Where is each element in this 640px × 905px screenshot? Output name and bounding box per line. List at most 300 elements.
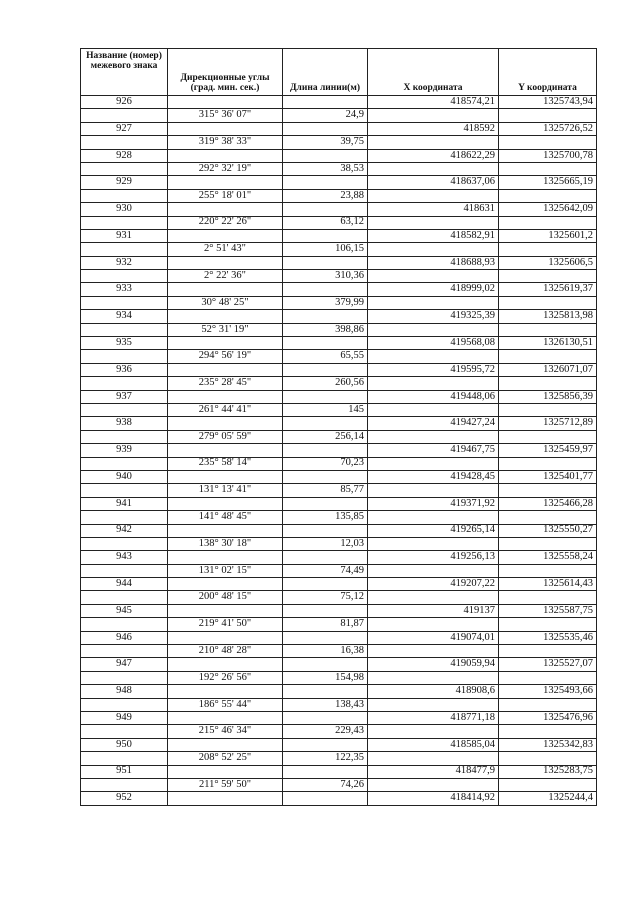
x-coordinate-cell: 418574,21 <box>368 96 499 109</box>
empty-cell <box>81 698 168 711</box>
x-coordinate-cell: 418999,02 <box>368 283 499 296</box>
segment-row <box>81 698 597 711</box>
empty-cell <box>283 604 368 617</box>
point-row <box>81 149 597 162</box>
segment-row <box>81 323 597 336</box>
point-name-cell: 926 <box>81 96 168 109</box>
empty-cell <box>168 497 283 510</box>
empty-cell <box>168 229 283 242</box>
x-coordinate-cell: 419467,75 <box>368 444 499 457</box>
x-coordinate-cell: 419428,45 <box>368 470 499 483</box>
header-x-coordinate: X координата <box>368 49 499 96</box>
point-name-cell: 940 <box>81 470 168 483</box>
direction-angle-cell: 186° 55' 44" <box>168 698 283 711</box>
empty-cell <box>168 604 283 617</box>
empty-cell <box>283 658 368 671</box>
point-row <box>81 792 597 805</box>
point-row <box>81 283 597 296</box>
y-coordinate-cell: 1325283,75 <box>499 765 597 778</box>
line-length-cell: 70,23 <box>283 457 368 470</box>
empty-cell <box>368 591 499 604</box>
empty-cell <box>499 377 597 390</box>
point-name-cell: 941 <box>81 497 168 510</box>
empty-cell <box>368 350 499 363</box>
empty-cell <box>283 203 368 216</box>
point-row <box>81 390 597 403</box>
x-coordinate-cell: 418582,91 <box>368 229 499 242</box>
empty-cell <box>81 109 168 122</box>
point-row <box>81 738 597 751</box>
empty-cell <box>283 765 368 778</box>
point-row <box>81 96 597 109</box>
y-coordinate-cell: 1325642,09 <box>499 203 597 216</box>
direction-angle-cell: 235° 58' 14" <box>168 457 283 470</box>
y-coordinate-cell: 1325459,97 <box>499 444 597 457</box>
x-coordinate-cell: 418771,18 <box>368 711 499 724</box>
empty-cell <box>283 792 368 805</box>
x-coordinate-cell: 419207,22 <box>368 578 499 591</box>
empty-cell <box>168 283 283 296</box>
y-coordinate-cell: 1325619,37 <box>499 283 597 296</box>
y-coordinate-cell: 1325606,5 <box>499 256 597 269</box>
direction-angle-cell: 261° 44' 41" <box>168 403 283 416</box>
segment-row <box>81 270 597 283</box>
boundary-coordinates-table <box>80 48 597 806</box>
point-row <box>81 604 597 617</box>
direction-angle-cell: 192° 26' 56" <box>168 671 283 684</box>
y-coordinate-cell: 1326130,51 <box>499 337 597 350</box>
empty-cell <box>81 162 168 175</box>
empty-cell <box>168 96 283 109</box>
empty-cell <box>368 645 499 658</box>
point-name-cell: 944 <box>81 578 168 591</box>
x-coordinate-cell: 419137 <box>368 604 499 617</box>
empty-cell <box>283 578 368 591</box>
empty-cell <box>168 765 283 778</box>
y-coordinate-cell: 1326071,07 <box>499 363 597 376</box>
segment-row <box>81 109 597 122</box>
point-row <box>81 417 597 430</box>
empty-cell <box>368 671 499 684</box>
line-length-cell: 138,43 <box>283 698 368 711</box>
point-row <box>81 229 597 242</box>
direction-angle-cell: 210° 48' 28" <box>168 645 283 658</box>
empty-cell <box>499 511 597 524</box>
empty-cell <box>81 270 168 283</box>
y-coordinate-cell: 1325726,52 <box>499 122 597 135</box>
x-coordinate-cell: 419265,14 <box>368 524 499 537</box>
empty-cell <box>499 403 597 416</box>
y-coordinate-cell: 1325601,2 <box>499 229 597 242</box>
x-coordinate-cell: 418688,93 <box>368 256 499 269</box>
header-point-name: Название (номер) межевого знака <box>81 49 168 96</box>
empty-cell <box>368 296 499 309</box>
empty-cell <box>283 337 368 350</box>
empty-cell <box>499 645 597 658</box>
empty-cell <box>499 350 597 363</box>
segment-row <box>81 618 597 631</box>
point-name-cell: 936 <box>81 363 168 376</box>
x-coordinate-cell: 419568,08 <box>368 337 499 350</box>
empty-cell <box>368 243 499 256</box>
empty-cell <box>81 511 168 524</box>
segment-row <box>81 136 597 149</box>
point-name-cell: 935 <box>81 337 168 350</box>
empty-cell <box>368 136 499 149</box>
empty-cell <box>499 136 597 149</box>
segment-row <box>81 216 597 229</box>
direction-angle-cell: 279° 05' 59" <box>168 430 283 443</box>
empty-cell <box>81 618 168 631</box>
empty-cell <box>499 457 597 470</box>
x-coordinate-cell: 418622,29 <box>368 149 499 162</box>
empty-cell <box>283 631 368 644</box>
segment-row <box>81 162 597 175</box>
direction-angle-cell: 131° 13' 41" <box>168 484 283 497</box>
empty-cell <box>499 778 597 791</box>
empty-cell <box>368 270 499 283</box>
point-name-cell: 942 <box>81 524 168 537</box>
empty-cell <box>368 778 499 791</box>
segment-row <box>81 403 597 416</box>
direction-angle-cell: 138° 30' 18" <box>168 537 283 550</box>
empty-cell <box>168 149 283 162</box>
point-row <box>81 711 597 724</box>
point-row <box>81 470 597 483</box>
x-coordinate-cell: 419595,72 <box>368 363 499 376</box>
empty-cell <box>283 470 368 483</box>
point-name-cell: 933 <box>81 283 168 296</box>
empty-cell <box>368 216 499 229</box>
empty-cell <box>368 162 499 175</box>
line-length-cell: 379,99 <box>283 296 368 309</box>
point-row <box>81 256 597 269</box>
direction-angle-cell: 208° 52' 25" <box>168 752 283 765</box>
point-row <box>81 363 597 376</box>
point-row <box>81 497 597 510</box>
empty-cell <box>168 176 283 189</box>
empty-cell <box>283 497 368 510</box>
empty-cell <box>283 149 368 162</box>
empty-cell <box>368 725 499 738</box>
point-row <box>81 524 597 537</box>
segment-row <box>81 725 597 738</box>
empty-cell <box>283 390 368 403</box>
y-coordinate-cell: 1325466,28 <box>499 497 597 510</box>
direction-angle-cell: 2° 22' 36" <box>168 270 283 283</box>
direction-angle-cell: 319° 38' 33" <box>168 136 283 149</box>
point-name-cell: 934 <box>81 310 168 323</box>
empty-cell <box>81 296 168 309</box>
empty-cell <box>81 457 168 470</box>
point-name-cell: 932 <box>81 256 168 269</box>
line-length-cell: 81,87 <box>283 618 368 631</box>
empty-cell <box>283 96 368 109</box>
segment-row <box>81 457 597 470</box>
point-name-cell: 928 <box>81 149 168 162</box>
empty-cell <box>283 229 368 242</box>
empty-cell <box>368 109 499 122</box>
segment-row <box>81 752 597 765</box>
empty-cell <box>168 122 283 135</box>
empty-cell <box>81 591 168 604</box>
segment-row <box>81 484 597 497</box>
point-row <box>81 310 597 323</box>
y-coordinate-cell: 1325587,75 <box>499 604 597 617</box>
empty-cell <box>368 537 499 550</box>
line-length-cell: 260,56 <box>283 377 368 390</box>
line-length-cell: 16,38 <box>283 645 368 658</box>
x-coordinate-cell: 418592 <box>368 122 499 135</box>
direction-angle-cell: 52° 31' 19" <box>168 323 283 336</box>
empty-cell <box>368 377 499 390</box>
empty-cell <box>283 310 368 323</box>
segment-row <box>81 296 597 309</box>
empty-cell <box>283 685 368 698</box>
direction-angle-cell: 2° 51' 43" <box>168 243 283 256</box>
y-coordinate-cell: 1325550,27 <box>499 524 597 537</box>
empty-cell <box>81 564 168 577</box>
empty-cell <box>499 591 597 604</box>
x-coordinate-cell: 419427,24 <box>368 417 499 430</box>
line-length-cell: 122,35 <box>283 752 368 765</box>
table-body <box>81 96 597 806</box>
empty-cell <box>168 203 283 216</box>
empty-cell <box>81 484 168 497</box>
empty-cell <box>168 470 283 483</box>
direction-angle-cell: 235° 28' 45" <box>168 377 283 390</box>
empty-cell <box>168 417 283 430</box>
empty-cell <box>499 189 597 202</box>
y-coordinate-cell: 1325712,89 <box>499 417 597 430</box>
empty-cell <box>81 403 168 416</box>
point-name-cell: 950 <box>81 738 168 751</box>
empty-cell <box>283 256 368 269</box>
point-name-cell: 946 <box>81 631 168 644</box>
empty-cell <box>283 551 368 564</box>
empty-cell <box>499 564 597 577</box>
x-coordinate-cell: 419371,92 <box>368 497 499 510</box>
empty-cell <box>499 537 597 550</box>
point-row <box>81 765 597 778</box>
empty-cell <box>81 350 168 363</box>
empty-cell <box>283 363 368 376</box>
direction-angle-cell: 292° 32' 19" <box>168 162 283 175</box>
direction-angle-cell: 30° 48' 25" <box>168 296 283 309</box>
empty-cell <box>168 792 283 805</box>
empty-cell <box>168 658 283 671</box>
line-length-cell: 38,53 <box>283 162 368 175</box>
empty-cell <box>168 711 283 724</box>
empty-cell <box>81 430 168 443</box>
empty-cell <box>168 578 283 591</box>
empty-cell <box>168 551 283 564</box>
y-coordinate-cell: 1325614,43 <box>499 578 597 591</box>
empty-cell <box>168 337 283 350</box>
direction-angle-cell: 219° 41' 50" <box>168 618 283 631</box>
direction-angle-cell: 255° 18' 01" <box>168 189 283 202</box>
point-name-cell: 951 <box>81 765 168 778</box>
empty-cell <box>168 363 283 376</box>
empty-cell <box>368 323 499 336</box>
empty-cell <box>283 417 368 430</box>
point-row <box>81 578 597 591</box>
empty-cell <box>499 216 597 229</box>
empty-cell <box>168 444 283 457</box>
line-length-cell: 23,88 <box>283 189 368 202</box>
segment-row <box>81 671 597 684</box>
line-length-cell: 24,9 <box>283 109 368 122</box>
point-name-cell: 937 <box>81 390 168 403</box>
x-coordinate-cell: 418637,06 <box>368 176 499 189</box>
empty-cell <box>499 430 597 443</box>
empty-cell <box>81 189 168 202</box>
empty-cell <box>368 698 499 711</box>
point-name-cell: 943 <box>81 551 168 564</box>
point-name-cell: 952 <box>81 792 168 805</box>
empty-cell <box>81 216 168 229</box>
line-length-cell: 85,77 <box>283 484 368 497</box>
point-row <box>81 551 597 564</box>
empty-cell <box>81 377 168 390</box>
line-length-cell: 39,75 <box>283 136 368 149</box>
empty-cell <box>368 189 499 202</box>
empty-cell <box>81 645 168 658</box>
y-coordinate-cell: 1325476,96 <box>499 711 597 724</box>
segment-row <box>81 189 597 202</box>
segment-row <box>81 778 597 791</box>
x-coordinate-cell: 419256,13 <box>368 551 499 564</box>
direction-angle-cell: 211° 59' 50" <box>168 778 283 791</box>
empty-cell <box>368 457 499 470</box>
y-coordinate-cell: 1325493,66 <box>499 685 597 698</box>
y-coordinate-cell: 1325700,78 <box>499 149 597 162</box>
line-length-cell: 135,85 <box>283 511 368 524</box>
point-name-cell: 929 <box>81 176 168 189</box>
point-row <box>81 658 597 671</box>
x-coordinate-cell: 418631 <box>368 203 499 216</box>
header-line-length: Длина линии(м) <box>283 49 368 96</box>
y-coordinate-cell: 1325743,94 <box>499 96 597 109</box>
empty-cell <box>168 685 283 698</box>
direction-angle-cell: 200° 48' 15" <box>168 591 283 604</box>
empty-cell <box>81 752 168 765</box>
y-coordinate-cell: 1325558,24 <box>499 551 597 564</box>
empty-cell <box>368 403 499 416</box>
point-name-cell: 947 <box>81 658 168 671</box>
empty-cell <box>168 524 283 537</box>
empty-cell <box>81 725 168 738</box>
x-coordinate-cell: 419059,94 <box>368 658 499 671</box>
document-page <box>80 48 596 806</box>
empty-cell <box>168 310 283 323</box>
point-row <box>81 444 597 457</box>
x-coordinate-cell: 419448,06 <box>368 390 499 403</box>
y-coordinate-cell: 1325342,83 <box>499 738 597 751</box>
y-coordinate-cell: 1325813,98 <box>499 310 597 323</box>
point-row <box>81 685 597 698</box>
line-length-cell: 74,49 <box>283 564 368 577</box>
direction-angle-cell: 220° 22' 26" <box>168 216 283 229</box>
empty-cell <box>168 631 283 644</box>
empty-cell <box>368 430 499 443</box>
point-row <box>81 122 597 135</box>
empty-cell <box>499 270 597 283</box>
empty-cell <box>81 243 168 256</box>
point-name-cell: 945 <box>81 604 168 617</box>
empty-cell <box>168 256 283 269</box>
empty-cell <box>499 162 597 175</box>
x-coordinate-cell: 418414,92 <box>368 792 499 805</box>
line-length-cell: 106,15 <box>283 243 368 256</box>
line-length-cell: 65,55 <box>283 350 368 363</box>
line-length-cell: 154,98 <box>283 671 368 684</box>
line-length-cell: 310,36 <box>283 270 368 283</box>
x-coordinate-cell: 419074,01 <box>368 631 499 644</box>
empty-cell <box>283 524 368 537</box>
point-row <box>81 631 597 644</box>
empty-cell <box>499 484 597 497</box>
point-name-cell: 948 <box>81 685 168 698</box>
empty-cell <box>283 711 368 724</box>
segment-row <box>81 377 597 390</box>
empty-cell <box>499 109 597 122</box>
segment-row <box>81 564 597 577</box>
empty-cell <box>499 671 597 684</box>
line-length-cell: 229,43 <box>283 725 368 738</box>
y-coordinate-cell: 1325527,07 <box>499 658 597 671</box>
y-coordinate-cell: 1325535,46 <box>499 631 597 644</box>
empty-cell <box>168 738 283 751</box>
line-length-cell: 12,03 <box>283 537 368 550</box>
line-length-cell: 145 <box>283 403 368 416</box>
header-direction-angle: Дирекционные углы (град. мин. сек.) <box>168 49 283 96</box>
empty-cell <box>368 752 499 765</box>
empty-cell <box>499 618 597 631</box>
x-coordinate-cell: 418585,04 <box>368 738 499 751</box>
empty-cell <box>283 738 368 751</box>
line-length-cell: 74,26 <box>283 778 368 791</box>
point-row <box>81 203 597 216</box>
point-name-cell: 931 <box>81 229 168 242</box>
empty-cell <box>283 122 368 135</box>
empty-cell <box>168 390 283 403</box>
point-name-cell: 938 <box>81 417 168 430</box>
direction-angle-cell: 131° 02' 15" <box>168 564 283 577</box>
x-coordinate-cell: 418477,9 <box>368 765 499 778</box>
empty-cell <box>499 698 597 711</box>
empty-cell <box>368 511 499 524</box>
segment-row <box>81 591 597 604</box>
empty-cell <box>81 537 168 550</box>
empty-cell <box>81 136 168 149</box>
point-name-cell: 930 <box>81 203 168 216</box>
y-coordinate-cell: 1325665,19 <box>499 176 597 189</box>
empty-cell <box>499 323 597 336</box>
x-coordinate-cell: 418908,6 <box>368 685 499 698</box>
direction-angle-cell: 141° 48' 45" <box>168 511 283 524</box>
empty-cell <box>283 176 368 189</box>
point-row <box>81 337 597 350</box>
direction-angle-cell: 215° 46' 34" <box>168 725 283 738</box>
line-length-cell: 75,12 <box>283 591 368 604</box>
empty-cell <box>81 671 168 684</box>
point-name-cell: 939 <box>81 444 168 457</box>
segment-row <box>81 645 597 658</box>
line-length-cell: 63,12 <box>283 216 368 229</box>
table-header-row <box>81 49 597 96</box>
y-coordinate-cell: 1325401,77 <box>499 470 597 483</box>
